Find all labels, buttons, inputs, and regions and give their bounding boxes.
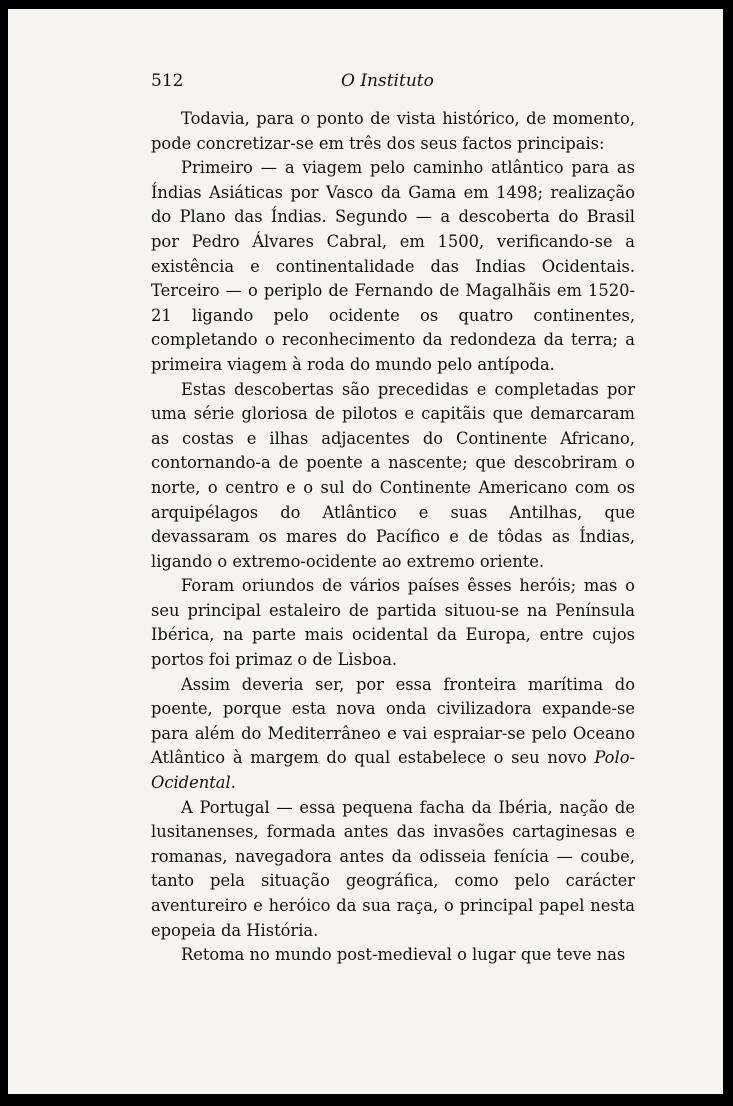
page-number: 512	[151, 71, 184, 91]
paragraph-3: Estas descobertas são precedidas e completadas por uma série gloriosa de pilotos e capitãis que demarcaram as costas e ilhas adjacentes do Continente Africano, contornando-a de poente a nascente; que descobriram o norte, o centro e o sul do Continente Americano com os arquipélagos do Atlântico e suas Antilhas, que devassaram os mares do Pacífico e de tôdas as Índias, ligando o extremo-ocidente ao extremo oriente.	[151, 379, 635, 571]
paragraph-5-italic-term: Polo-Ocidental	[151, 748, 635, 793]
running-title: O Instituto	[341, 71, 434, 91]
paragraph-6: A Portugal — essa pequena facha da Ibéria, nação de lusitanenses, formada antes das invasões cartaginesas e romanas, navegadora antes da odisseia fenícia — coube, tanto pela situação geográfica, como pelo carácter aventureiro e heróico da sua raça, o principal papel nesta epopeia da História.	[151, 797, 635, 940]
paragraph-2: Primeiro — a viagem pelo caminho atlântico para as Índias Asiáticas por Vasco da Gama em 1498; realização do Plano das Índias. Segundo — a descoberta do Brasil por Pedro Álvares Cabral, em 1500, verificando-se a existência e continentalidade das Indias Ocidentais. Terceiro — o periplo de Fernando de Magalhãis em 1520-21 ligando pelo ocidente os quatro continentes, completando o reconhecimento da redondeza da terra; a primeira viagem à roda do mundo pelo antípoda.	[151, 158, 635, 374]
page-header	[151, 71, 636, 99]
paragraph-4: Foram oriundos de vários países êsses heróis; mas o seu principal estaleiro de partida situou-se na Península Ibérica, na parte mais ocidental da Europa, entre cujos portos foi primaz o de Lisboa.	[151, 576, 635, 670]
paragraph-1: Todavia, para o ponto de vista histórico, de momento, pode concretizar-se em três dos seus factos principais:	[151, 109, 635, 153]
book-page	[8, 9, 723, 1094]
paragraph-5	[151, 673, 635, 796]
paragraph-5-text: Assim deveria ser, por essa fronteira marítima do poente, porque esta nova onda civilizadora expande-se para além do Mediterrâneo e vai espraiar-se pelo Oceano Atlântico à margem do qual estabelece o seu novo	[151, 674, 635, 768]
paragraph-7: Retoma no mundo post-medieval o lugar que teve nas	[181, 945, 626, 965]
paragraph-5-end: .	[230, 773, 236, 793]
body-text	[151, 107, 635, 968]
